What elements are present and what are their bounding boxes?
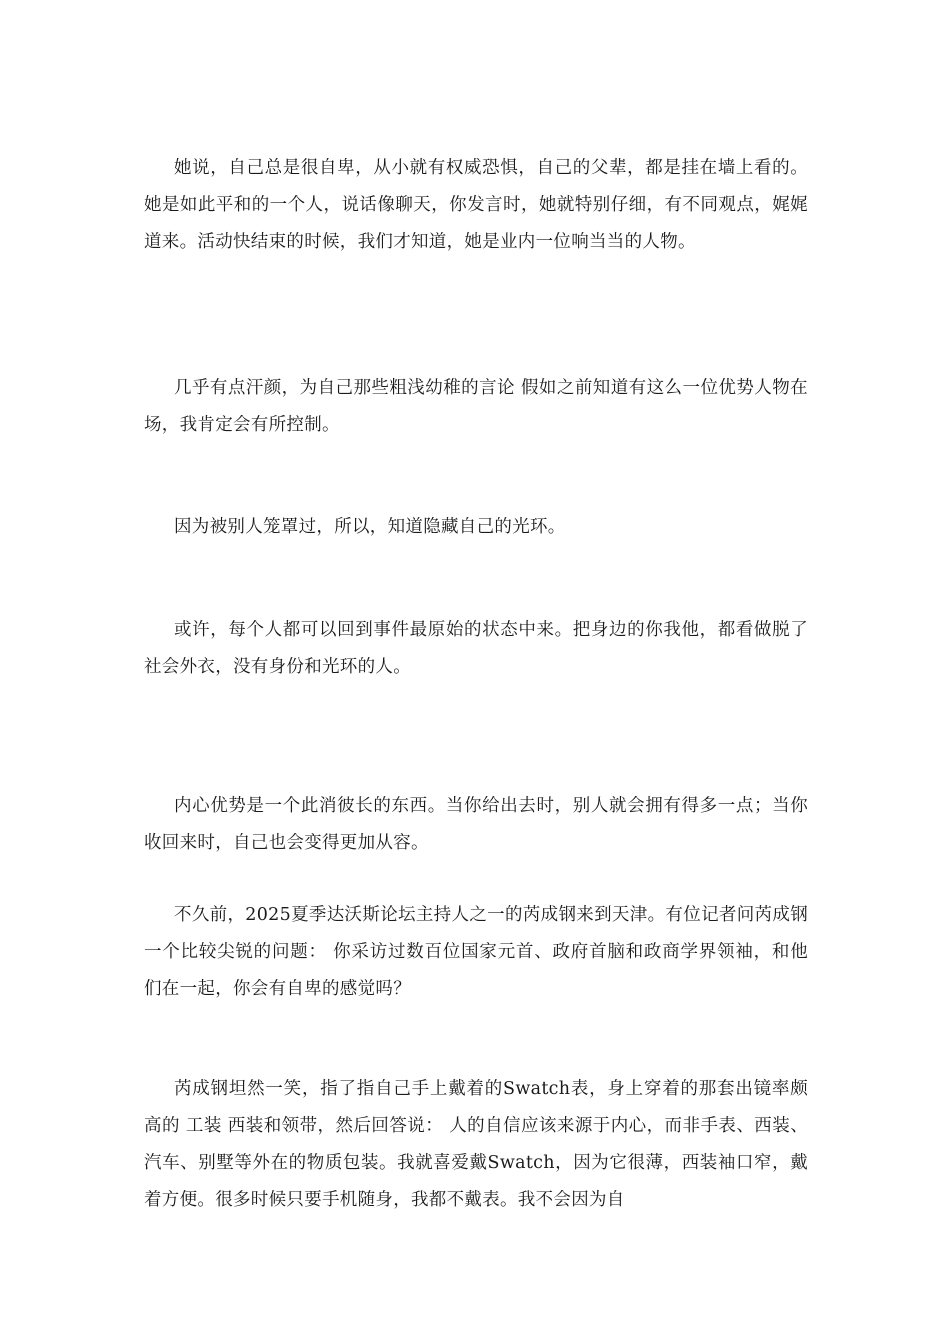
paragraph: 她说，自己总是很自卑，从小就有权威恐惧，自己的父辈，都是挂在墙上看的。她是如此平和的一个人，说话像聊天，你发言时，她就特别仔细，有不同观点，娓娓道来。活动快结束的时候，我们才知道，她是业内一位响当当的人物。 — [144, 158, 808, 252]
paragraph: 内心优势是一个此消彼长的东西。当你给出去时，别人就会拥有得多一点；当你收回来时，自己也会变得更加从容。 — [144, 796, 808, 853]
paragraph: 芮成钢坦然一笑，指了指自己手上戴着的Swatch表，身上穿着的那套出镜率颇高的 工装 西装和领带，然后回答说： 人的自信应该来源于内心，而非手表、西装、汽车、别墅等外在的物质包装。我就喜爱戴Swatch，因为它很薄，西装袖口窄，戴着方便。很多时候只要手机随身，我都不戴表。我不会因为自 — [144, 1079, 808, 1210]
paragraph: 因为被别人笼罩过，所以，知道隐藏自己的光环。 — [174, 517, 566, 537]
paragraph: 不久前，2025夏季达沃斯论坛主持人之一的芮成钢来到天津。有位记者问芮成钢一个比较尖锐的问题： 你采访过数百位国家元首、政府首脑和政商学界领袖，和他们在一起，你会有自卑的感觉吗？ — [144, 905, 808, 999]
paragraph: 几乎有点汗颜，为自己那些粗浅幼稚的言论 假如之前知道有这么一位优势人物在场，我肯定会有所控制。 — [144, 378, 808, 435]
paragraph: 或许，每个人都可以回到事件最原始的状态中来。把身边的你我他，都看做脱了社会外衣，没有身份和光环的人。 — [144, 620, 808, 677]
